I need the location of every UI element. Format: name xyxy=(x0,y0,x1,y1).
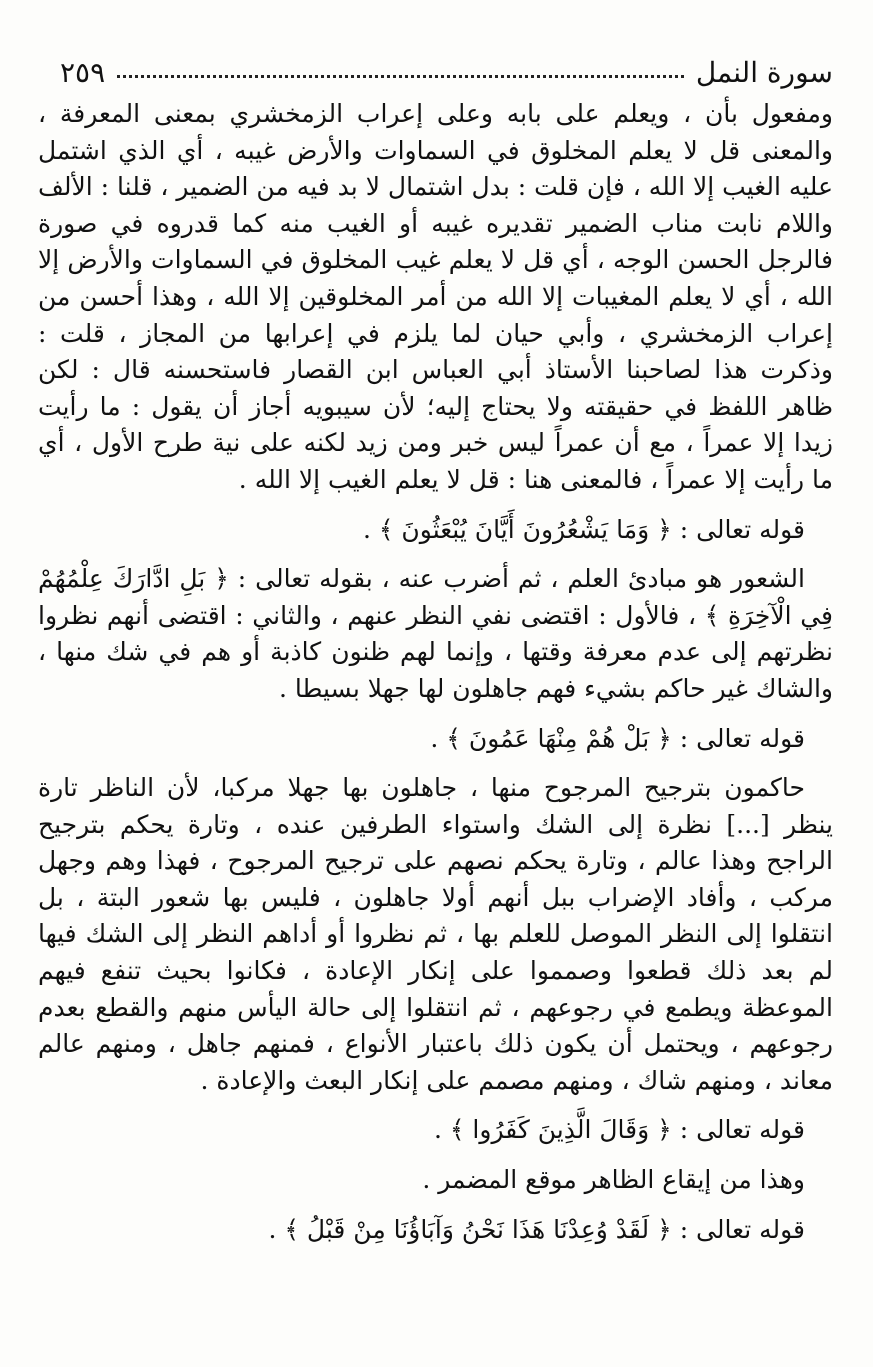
surah-title: سورة النمل xyxy=(695,55,833,89)
verse-quote-2: قوله تعالى : ﴿ بَلْ هُمْ مِنْهَا عَمُونَ ﴾ . xyxy=(430,723,805,753)
paragraph-tafsir-2: الشعور هو مبادئ العلم ، ثم أضرب عنه ، بقوله تعالى : ﴿ بَلِ ادَّارَكَ عِلْمُهُمْ فِي الْآخِرَةِ ﴾ ، فالأول : اقتضى نفي النظر عنهم ، والثاني : اقتضى أنهم نظروا نظرتهم إلى عدم معرفة وقتها ، وإنما لهم ظنون كاذبة أو هم في شك منها ، والشاك غير حاكم بشيء فهم جاهلون لها جهلا بسيطا . xyxy=(38,564,833,703)
verse-quote-4: قوله تعالى : ﴿ لَقَدْ وُعِدْنَا هَذَا نَحْنُ وَآبَاؤُنَا مِنْ قَبْلُ ﴾ . xyxy=(268,1214,805,1244)
verse-quote-1: قوله تعالى : ﴿ وَمَا يَشْعُرُونَ أَيَّانَ يُبْعَثُونَ ﴾ . xyxy=(362,514,805,544)
verse-quote-3: قوله تعالى : ﴿ وَقَالَ الَّذِينَ كَفَرُوا ﴾ . xyxy=(433,1115,805,1145)
paragraph-tafsir-3: حاكمون بترجيح المرجوح منها ، جاهلون بها جهلا مركبا، لأن الناظر تارة ينظر [...] نظرة إلى الشك واستواء الطرفين عنده ، وتارة يحكم بترجيح الراجح وهذا عالم ، وتارة يحكم نصهم على ترجيح المرجوح ، فهذا وهم وجهل مركب ، وأفاد الإضراب ببل أنهم أولا جاهلون ، فليس بها شعور البتة ، بل انتقلوا إلى النظر الموصل للعلم بها ، ثم نظروا أو أداهم النظر إلى الشك فيها لم بعد ذلك قطعوا وصمموا على إنكار الإعادة ، فكانوا بحيث تنفع فيهم الموعظة ويطمع في رجوعهم ، ثم انتقلوا إلى حالة اليأس منهم والقطع بعدم رجوعهم ، ويحتمل أن يكون ذلك باعتبار الأنواع ، فمنهم جاهل ، ومنهم عالم معاند ، ومنهم شاك ، ومنهم مصمم على إنكار البعث والإعادة . xyxy=(38,773,833,1095)
paragraph-tafsir-4: وهذا من إيقاع الظاهر موقع المضمر . xyxy=(422,1165,805,1195)
header-dotted-leader xyxy=(117,75,684,78)
paragraph-tafsir-1: ومفعول بأن ، ويعلم على بابه وعلى إعراب الزمخشري بمعنى المعرفة ، والمعنى قل لا يعلم المخلوق في السماوات والأرض غيبه ، أي الذي اشتمل عليه الغيب إلا الله ، فإن قلت : بدل اشتمال لا بد فيه من الضمير ، قلنا : الألف واللام نابت مناب الضمير تقديره غيبه أو الغيب منه كما قدروه في صورة فالرجل الحسن الوجه ، أي قل لا يعلم غيب المخلوق في السماوات والأرض إلا الله ، أي لا يعلم المغيبات إلا الله من أمر المخلوقين إلا الله ، وهذا أحسن من إعراب الزمخشري ، وأبي حيان لما يلزم في إعرابها من المجاز ، قلت : وذكرت هذا لصاحبنا الأستاذ أبي العباس ابن القصار فاستحسنه قال : لكن ظاهر اللفظ في حقيقته ولا يحتاج إليه؛ لأن سيبويه أجاز أن يقول : ما رأيت زيدا إلا عمراً ، مع أن عمراً ليس خبر ومن زيد لكنه على نية طرح الأول ، أي ما رأيت إلا عمراً ، فالمعنى هنا : قل لا يعلم الغيب إلا الله . xyxy=(38,99,833,494)
page-number: ٢٥٩ xyxy=(60,55,106,89)
page-body xyxy=(38,96,833,1261)
page-header xyxy=(60,52,833,92)
